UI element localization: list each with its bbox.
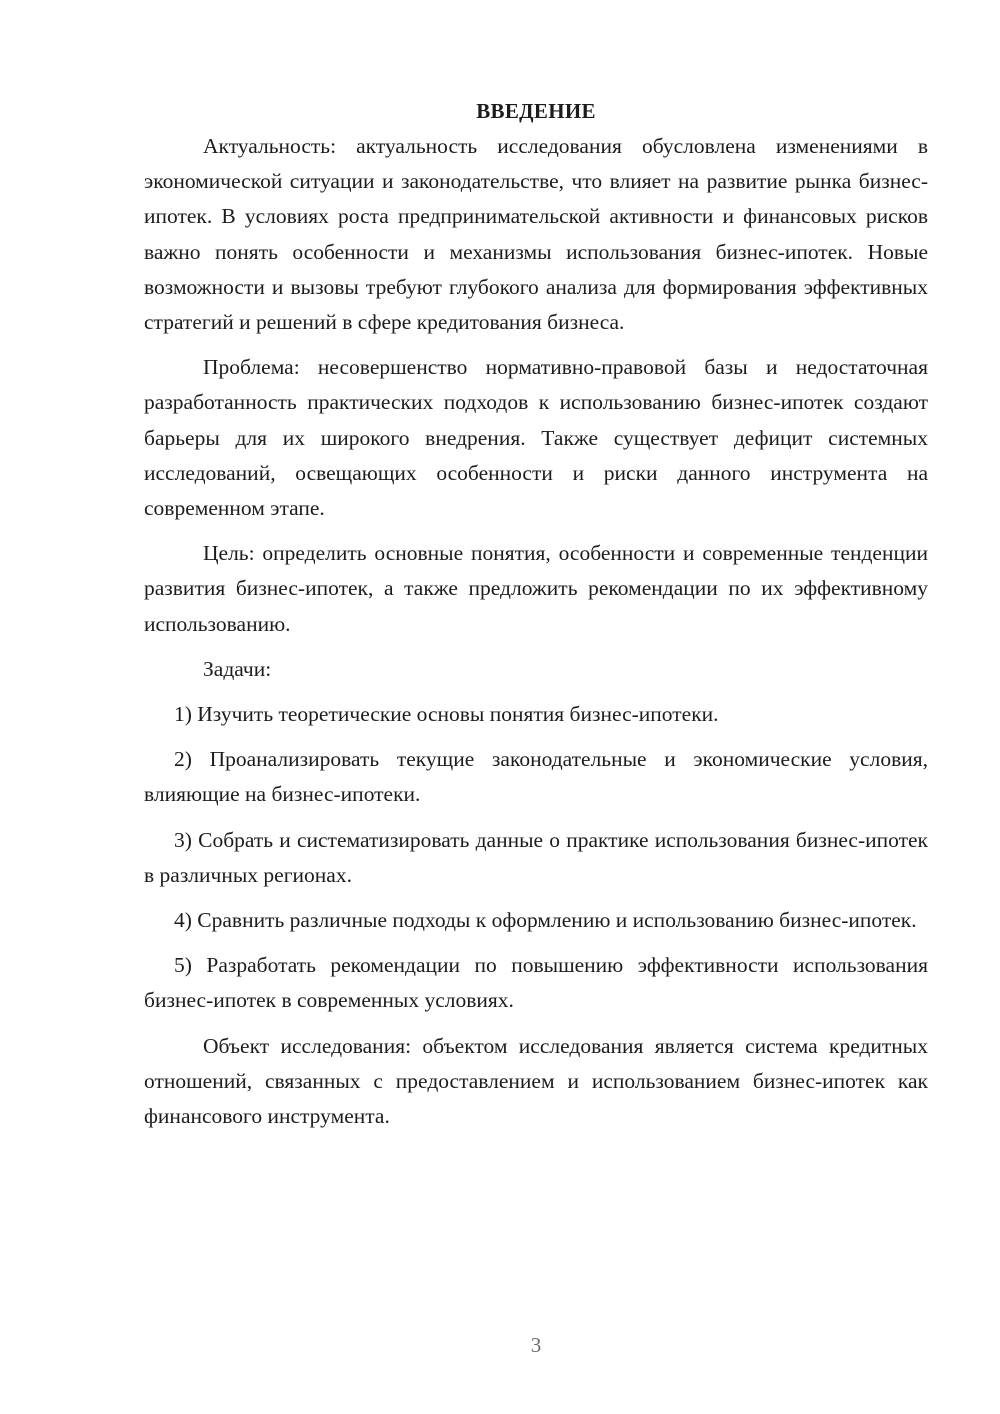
list-item: 1) Изучить теоретические основы понятия бизнес-ипотеки.	[174, 702, 719, 727]
tasks-list	[144, 697, 928, 1019]
list-item: 2) Проанализировать текущие законодательные и экономические условия, влияющие на бизнес-ипотеки.	[144, 747, 928, 807]
list-item: 4) Сравнить различные подходы к оформлению и использованию бизнес-ипотек.	[174, 908, 917, 933]
paragraph-goal: Цель: определить основные понятия, особенности и современные тенденции развития бизнес-ипотек, а также предложить рекомендации по их эффективному использованию.	[144, 541, 928, 636]
page-title: ВВЕДЕНИЕ	[476, 99, 596, 123]
paragraph-relevance: Актуальность: актуальность исследования обусловлена изменениями в экономической ситуации и законодательстве, что влияет на развитие рынка бизнес-ипотек. В условиях роста предпринимательской активности и финансовых рисков важно понять особенности и механизмы использования бизнес-ипотек. Новые возможности и вызовы требуют глубокого анализа для формирования эффективных стратегий и решений в сфере кредитования бизнеса.	[144, 134, 928, 335]
list-item: 3) Собрать и систематизировать данные о практике использования бизнес-ипотек в различных регионах.	[144, 827, 928, 887]
tasks-heading: Задачи:	[203, 656, 272, 681]
document-page	[144, 94, 928, 1134]
list-item: 5) Разработать рекомендации по повышению эффективности использования бизнес-ипотек в современных условиях.	[144, 953, 928, 1013]
page-number: 3	[530, 1333, 542, 1357]
paragraph-problem: Проблема: несовершенство нормативно-правовой базы и недостаточная разработанность практических подходов к использованию бизнес-ипотек создают барьеры для их широкого внедрения. Также существует дефицит системных исследований, освещающих особенности и риски данного инструмента на современном этапе.	[144, 355, 928, 521]
paragraph-object: Объект исследования: объектом исследования является система кредитных отношений, связанных с предоставлением и использованием бизнес-ипотек как финансового инструмента.	[144, 1033, 928, 1129]
